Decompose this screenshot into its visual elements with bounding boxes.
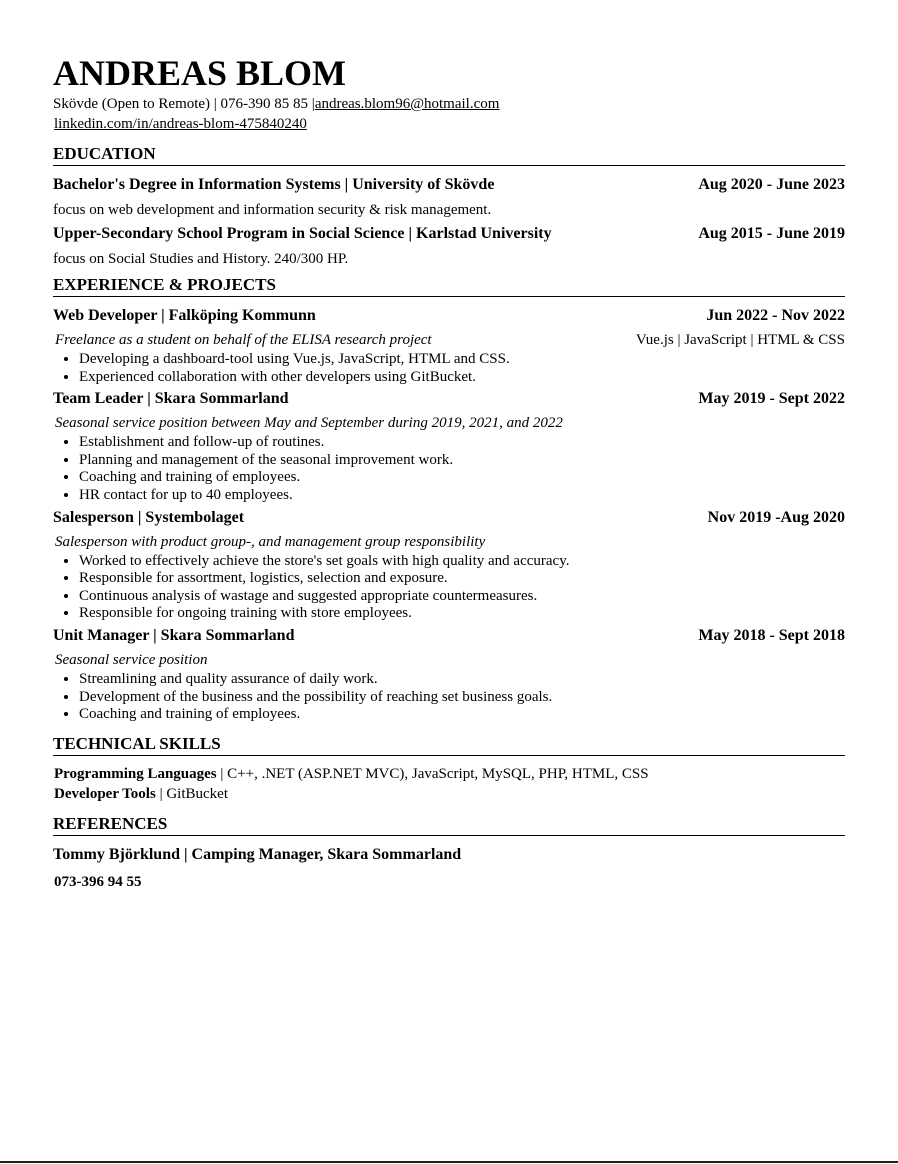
bullet-item: • Development of the business and the possibility of reaching set business goals. (79, 689, 845, 707)
experience-title: EXPERIENCE & PROJECTS (53, 275, 845, 297)
bullet-item: • Responsible for assortment, logistics, selection and exposure. (79, 570, 845, 588)
bullet-list (53, 434, 845, 504)
bullet-list (53, 351, 845, 386)
reference-name: Tommy Björklund | Camping Manager, Skara Sommarland (53, 845, 462, 863)
bullet-item: • Continuous analysis of wastage and suggested appropriate countermeasures. (79, 588, 845, 606)
linkedin-link[interactable]: linkedin.com/in/andreas-blom-475840240 (54, 116, 307, 132)
experience-entry (53, 507, 845, 623)
education-title: EDUCATION (53, 144, 845, 166)
skill-row (53, 784, 845, 804)
skill-value: | GitBucket (159, 785, 228, 802)
candidate-name: ANDREAS BLOM (53, 53, 347, 93)
dates: Jun 2022 - Nov 2022 (706, 307, 845, 324)
linkedin-line (53, 114, 845, 134)
experience-section (53, 275, 845, 724)
skill-label: Programming Languages (54, 765, 217, 782)
role: Team Leader | Skara Sommarland (53, 390, 289, 408)
experience-entry (53, 305, 845, 386)
education-description: focus on web development and information security & risk management. (53, 202, 492, 218)
references-title: REFERENCES (53, 814, 845, 836)
dates: May 2019 - Sept 2022 (698, 390, 845, 408)
page-bottom-border (0, 1161, 898, 1163)
location-phone: Skövde (Open to Remote) | 076-390 85 85 | (53, 96, 315, 112)
bullet-item: • Developing a dashboard-tool using Vue.js, JavaScript, HTML and CSS. (79, 351, 845, 369)
role: Web Developer | Falköping Kommunn (53, 307, 316, 324)
degree: Bachelor's Degree in Information Systems | University of Skövde (53, 176, 495, 193)
experience-entry (53, 388, 845, 504)
bullet-list (53, 671, 845, 724)
role-subtitle: Seasonal service position (55, 651, 208, 668)
skills-section (53, 734, 845, 804)
bullet-item: • Coaching and training of employees. (79, 469, 845, 487)
reference-phone: 073-396 94 55 (54, 873, 142, 890)
bullet-item: • Coaching and training of employees. (79, 706, 845, 724)
resume-page (53, 52, 845, 892)
contact-line (53, 94, 845, 114)
experience-entry (53, 625, 845, 724)
degree: Upper-Secondary School Program in Social Science | Karlstad University (53, 225, 552, 242)
dates: May 2018 - Sept 2018 (698, 626, 845, 644)
skills-title: TECHNICAL SKILLS (53, 734, 845, 756)
role-subtitle: Freelance as a student on behalf of the ELISA research project (55, 332, 432, 348)
references-section (53, 814, 845, 892)
bullet-item: • Responsible for ongoing training with store employees. (79, 605, 845, 623)
role: Unit Manager | Skara Sommarland (53, 626, 295, 644)
bullet-item: • Establishment and follow-up of routines. (79, 434, 845, 452)
skill-label: Developer Tools (54, 785, 156, 802)
bullet-item: • Streamlining and quality assurance of daily work. (79, 671, 845, 689)
education-entry (53, 223, 845, 269)
skill-value: | C++, .NET (ASP.NET MVC), JavaScript, MySQL, PHP, HTML, CSS (220, 765, 649, 782)
dates: Nov 2019 -Aug 2020 (707, 508, 845, 526)
role-subtitle: Salesperson with product group-, and management group responsibility (55, 533, 486, 550)
bullet-item: • HR contact for up to 40 employees. (79, 487, 845, 505)
skill-row (53, 764, 845, 784)
bullet-list (53, 553, 845, 623)
education-entry (53, 174, 845, 220)
bullet-item: • Worked to effectively achieve the store's set goals with high quality and accuracy. (79, 553, 845, 571)
education-description: focus on Social Studies and History. 240/300 HP. (53, 251, 349, 267)
dates: Aug 2020 - June 2023 (698, 176, 845, 193)
dates: Aug 2015 - June 2019 (698, 225, 845, 242)
role-subtitle: Seasonal service position between May and September during 2019, 2021, and 2022 (55, 415, 563, 432)
email-link[interactable]: andreas.blom96@hotmail.com (314, 96, 500, 112)
education-section (53, 144, 845, 269)
tech-stack: Vue.js | JavaScript | HTML & CSS (635, 332, 845, 348)
role: Salesperson | Systembolaget (53, 508, 245, 526)
bullet-item: • Experienced collaboration with other developers using GitBucket. (79, 369, 845, 387)
bullet-item: • Planning and management of the seasonal improvement work. (79, 452, 845, 470)
